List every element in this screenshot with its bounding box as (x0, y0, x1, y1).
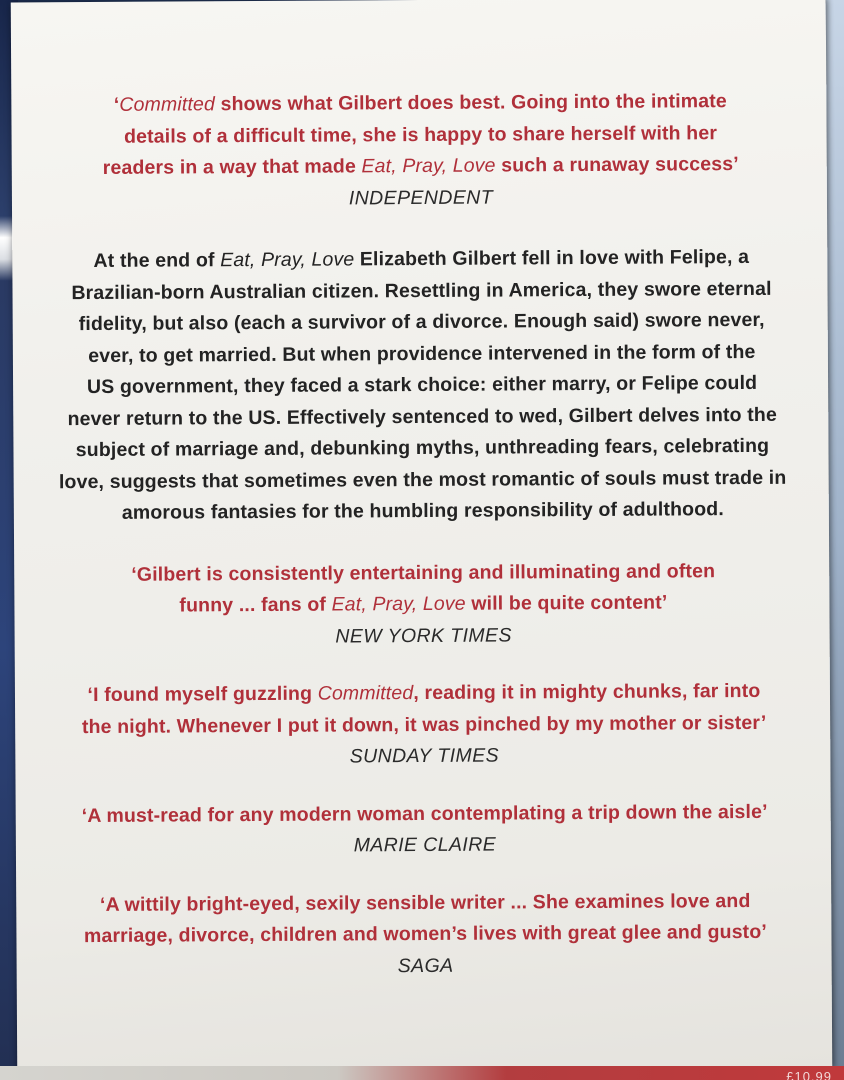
text-line (53, 368, 791, 404)
review-source: SAGA (397, 954, 454, 977)
review-quote (56, 796, 794, 832)
review-block (55, 676, 794, 775)
text-line (53, 305, 791, 341)
text-line (56, 885, 794, 921)
title-italic: Eat, Pray, Love (220, 248, 355, 272)
text-line (54, 587, 792, 623)
text-segment: never return to the US. Effectively sentenced to wed, Gilbert delves into the (67, 403, 778, 430)
text-segment: love, suggests that sometimes even the most romantic of souls must trade in (58, 466, 787, 493)
text-line (52, 149, 790, 185)
text-line (52, 242, 790, 278)
text-segment: details of a difficult time, she is happy to share herself with her (123, 121, 718, 148)
text-segment: ‘ (113, 93, 120, 116)
opening-review (51, 86, 790, 217)
text-segment: ‘I found myself guzzling (87, 682, 318, 707)
text-segment: US government, they faced a stark choice: either marry, or Felipe could (86, 371, 758, 399)
text-segment: readers in a way that made (102, 155, 362, 179)
text-line (51, 117, 789, 153)
review-block (54, 555, 793, 654)
text-segment: ‘A must-read for any modern woman contemplating a trip down the aisle’ (81, 800, 768, 827)
review-block (56, 796, 794, 864)
text-line (52, 273, 790, 309)
review-source: NEW YORK TIMES (335, 623, 512, 648)
review-quote (51, 86, 790, 185)
review-source: MARIE CLAIRE (353, 833, 497, 857)
review-source: INDEPENDENT (348, 186, 494, 209)
text-line (53, 431, 791, 467)
book-back-cover (11, 0, 833, 1072)
title-italic: Eat, Pray, Love (331, 592, 466, 616)
text-line (55, 707, 793, 743)
text-segment: amorous fantasies for the humbling responsibility of adulthood. (121, 498, 724, 524)
review-block (56, 885, 795, 984)
text-line (56, 796, 794, 832)
title-italic: Committed (119, 93, 216, 116)
text-segment: ever, to get married. But when providence intervened in the form of the (88, 340, 756, 367)
cover-bottom-edge (0, 1066, 844, 1080)
text-segment: subject of marriage and, debunking myths, unthreading fears, celebrating (75, 434, 770, 462)
text-segment: shows what Gilbert does best. Going into the intimate (214, 90, 727, 116)
text-line (54, 555, 792, 591)
book-blurb (52, 242, 792, 530)
text-segment: funny ... fans of (179, 593, 332, 617)
text-segment: At the end of (93, 249, 221, 272)
text-segment: Elizabeth Gilbert fell in love with Felipe, a (354, 245, 750, 271)
text-line (53, 399, 791, 435)
price-label: £10.99 (786, 1069, 832, 1080)
review-quote (56, 885, 794, 953)
text-segment: ‘Gilbert is consistently entertaining and illuminating and often (131, 559, 716, 586)
review-quote (54, 555, 792, 623)
text-segment: , reading it in mighty chunks, far into (413, 679, 761, 705)
text-line (56, 917, 794, 953)
cover-text (51, 86, 794, 984)
text-segment: ‘A wittily bright-eyed, sexily sensible writer ... She examines love and (99, 889, 751, 916)
review-quote (55, 676, 793, 744)
title-italic: Eat, Pray, Love (361, 154, 496, 178)
text-segment: Brazilian-born Australian citizen. Resettling in America, they swore eternal (71, 277, 772, 304)
text-line (51, 86, 789, 122)
text-line (53, 336, 791, 372)
text-segment: marriage, divorce, children and women’s lives with great glee and gusto’ (83, 920, 767, 948)
text-line (54, 462, 792, 498)
text-line (55, 676, 793, 712)
review-source: SUNDAY TIMES (349, 744, 500, 768)
title-italic: Committed (317, 682, 414, 705)
text-segment: fidelity, but also (each a survivor of a divorce. Enough said) swore never, (78, 308, 765, 336)
text-segment: such a runaway success’ (495, 153, 739, 177)
text-line (54, 494, 792, 530)
text-segment: will be quite content’ (465, 591, 668, 615)
text-segment: the night. Whenever I put it down, it was pinched by my mother or sister’ (81, 711, 767, 738)
